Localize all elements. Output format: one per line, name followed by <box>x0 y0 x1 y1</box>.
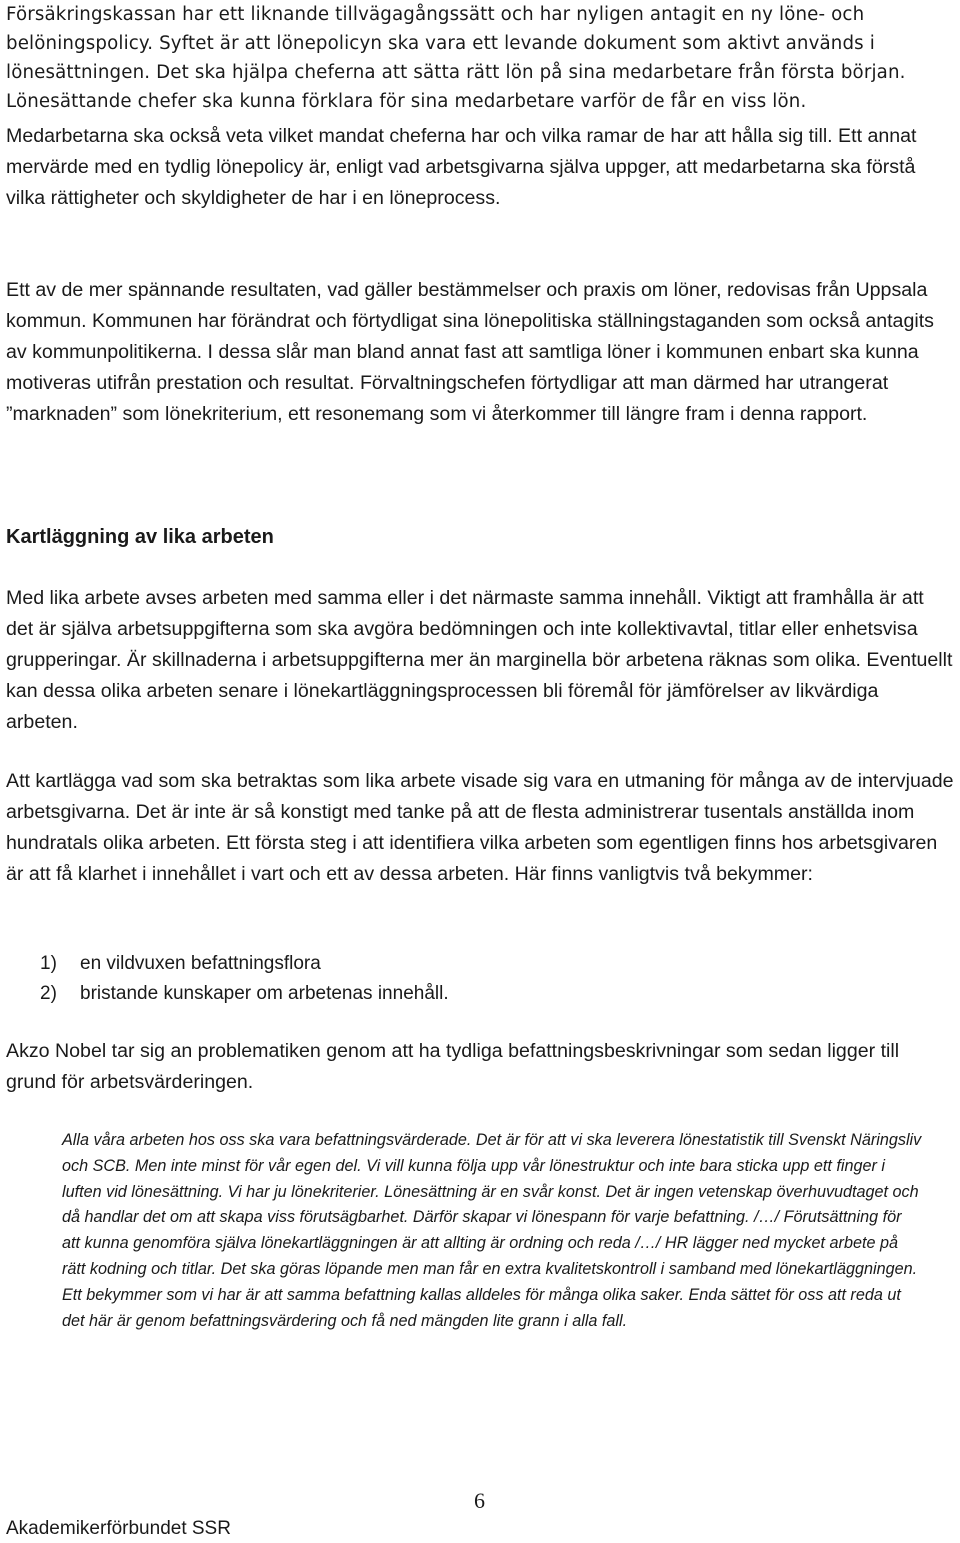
list-text: bristande kunskaper om arbetenas innehåll. <box>80 983 449 1004</box>
page-number: 6 <box>474 1488 485 1513</box>
paragraph-akzo-nobel: Akzo Nobel tar sig an problematiken genom att ha tydliga befattningsbeskrivningar som sedan ligger till grund för arbetsvärderingen. <box>6 1040 900 1093</box>
paragraph-kartlagga: Att kartlägga vad som ska betraktas som lika arbete visade sig vara en utmaning för många av de intervjuade arbetsgivarna. Det är inte är så konstigt med tanke på att de flesta administrerar tusentals anställda inom hundratals olika arbeten. Ett första steg i att identifiera vilka arbeten som egentligen finns hos arbetsgivaren är att få klarhet i innehållet i vart och ett av dessa arbeten. Här finns vanligtvis två bekymmer: <box>6 770 954 885</box>
section-heading: Kartläggning av lika arbeten <box>6 526 274 548</box>
list-number: 2) <box>40 983 57 1004</box>
list-item <box>40 949 449 979</box>
list-item <box>40 979 449 1009</box>
paragraph-lika-arbete: Med lika arbete avses arbeten med samma eller i det närmaste samma innehåll. Viktigt att framhålla är att det är själva arbetsuppgifterna som ska avgöra bedömningen och inte kollektivavtal, titlar eller enhetsvisa grupperingar. Är skillnaderna i arbetsuppgifterna mer än marginella bör arbetena räknas som olika. Eventuellt kan dessa olika arbeten senare i lönekartläggningsprocessen bli föremål för jämförelser av likvärdiga arbeten. <box>6 587 953 733</box>
paragraph-forsakringskassan: Försäkringskassan har ett liknande tillvägagångssätt och har nyligen antagit en ny löne- och belöningspolicy. Syftet är att lönepolicyn ska vara ett levande dokument som aktivt används i lönesättningen. Det ska hjälpa cheferna att sätta rätt lön på sina medarbetare från första början. Lönesättande chefer ska kunna förklara för sina medarbetare varför de får en viss lön. <box>6 4 906 112</box>
list-number: 1) <box>40 953 57 974</box>
interview-quote: Alla våra arbeten hos oss ska vara befattningsvärderade. Det är för att vi ska leverera lönestatistik till Svenskt Näringsliv och SCB. Men inte minst för vår egen del. Vi vill kunna följa upp vår lönestruktur och inte bara sticka upp ett finger i luften vid lönesättning. Vi har ju lönekriterier. Lönesättning är en svår konst. Det är ingen vetenskap överhuvudtaget och då handlar det om att skapa viss förutsägbarhet. Därför skapar vi lönespann för varje befattning. /…/ Förutsättning för att kunna genomföra själva lönekartläggningen är att allting är ordning och reda /…/ HR lägger ned mycket arbete på rätt kodning och titlar. Det ska göras löpande men man får en extra kvalitetskontroll i samband med lönekartläggningen. Ett bekymmer som vi har är att samma befattning kallas alldeles för många olika saker. Enda sättet för oss att reda ut det här är genom befattningsvärdering och få ned mängden lite grann i alla fall. <box>62 1131 922 1330</box>
paragraph-uppsala: Ett av de mer spännande resultaten, vad gäller bestämmelser och praxis om löner, redovisas från Uppsala kommun. Kommunen har förändrat och förtydligat sina lönepolitiska ställningstaganden som också antagits av kommunpolitikerna. I dessa slår man bland annat fast att samtliga löner i kommunen enbart ska kunna motiveras utifrån prestation och resultat. Förvaltningschefen förtydligar att man därmed har utrangerat ”marknaden” som lönekriterium, ett resonemang som vi återkommer till längre fram i denna rapport. <box>6 279 934 425</box>
footer-organization: Akademikerförbundet SSR <box>6 1518 231 1539</box>
list-text: en vildvuxen befattningsflora <box>80 953 321 974</box>
paragraph-medarbetarna: Medarbetarna ska också veta vilket mandat cheferna har och vilka ramar de har att hålla sig till. Ett annat mervärde med en tydlig lönepolicy är, enligt vad arbetsgivarna själva uppger, att medarbetarna ska förstå vilka rättigheter och skyldigheter de har i en löneprocess. <box>6 125 917 209</box>
concern-list <box>40 949 449 1009</box>
